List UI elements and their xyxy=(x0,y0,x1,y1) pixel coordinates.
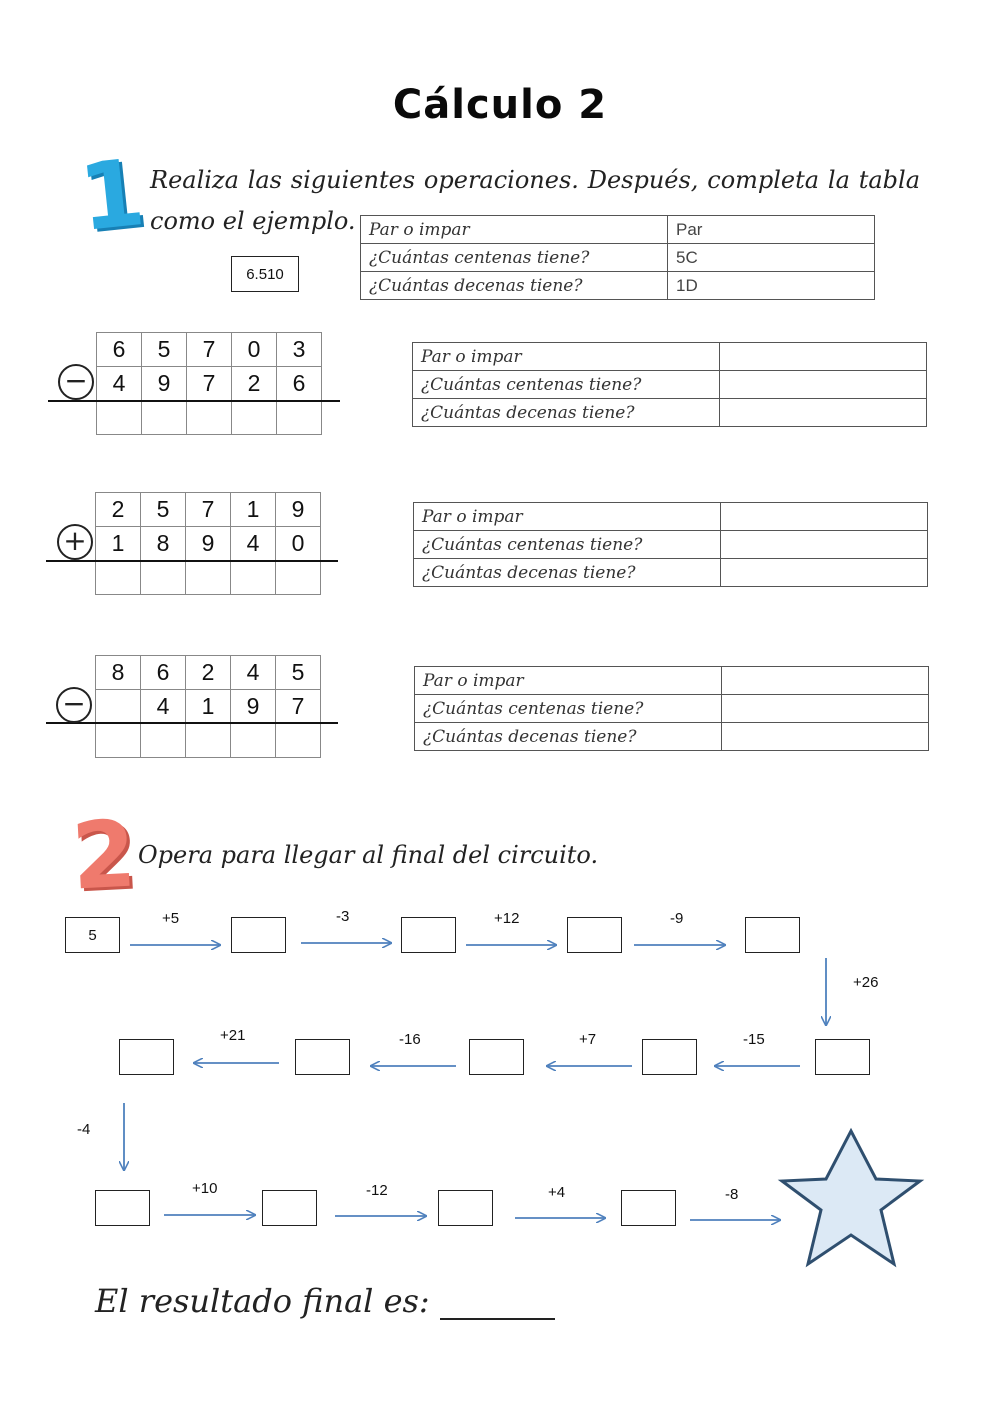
final-result-blank[interactable] xyxy=(440,1286,555,1320)
digit: 0 xyxy=(276,527,321,561)
op-label: +26 xyxy=(853,974,879,991)
op-label: -15 xyxy=(743,1031,765,1048)
digit: 7 xyxy=(276,690,321,724)
q-parity: Par o impar xyxy=(415,667,722,695)
q-hundreds: ¿Cuántas centenas tiene? xyxy=(413,371,720,399)
example-a-hundreds: 5C xyxy=(668,244,875,272)
star-icon xyxy=(782,1131,920,1264)
digit: 5 xyxy=(141,493,186,527)
answer-box[interactable] xyxy=(95,1190,150,1226)
op-label: -4 xyxy=(77,1121,91,1138)
digit: 0 xyxy=(232,333,277,367)
final-result-label: El resultado final es: xyxy=(95,1282,430,1320)
answer-box[interactable] xyxy=(745,917,800,953)
q-hundreds: ¿Cuántas centenas tiene? xyxy=(415,695,722,723)
digit: 9 xyxy=(142,367,187,401)
digit: 1 xyxy=(96,527,141,561)
answer-box[interactable] xyxy=(438,1190,493,1226)
digit: 9 xyxy=(231,690,276,724)
answer-box[interactable] xyxy=(469,1039,524,1075)
answer-box[interactable] xyxy=(231,917,286,953)
answer-box[interactable] xyxy=(295,1039,350,1075)
op-label: +7 xyxy=(579,1031,597,1048)
digit: 7 xyxy=(187,333,232,367)
op-label: -12 xyxy=(366,1182,388,1199)
plus-sign-icon: + xyxy=(57,524,93,560)
digit: 4 xyxy=(97,367,142,401)
exercise-2-badge: 2 xyxy=(69,800,139,911)
digit: 3 xyxy=(277,333,322,367)
digit: 7 xyxy=(187,367,232,401)
digit: 4 xyxy=(231,656,276,690)
digit: 5 xyxy=(276,656,321,690)
exercise-2-instruction: Opera para llegar al final del circuito. xyxy=(138,841,599,869)
minus-sign-icon: − xyxy=(58,364,94,400)
op-label: +5 xyxy=(162,910,180,927)
digit: 2 xyxy=(96,493,141,527)
op-label: +12 xyxy=(494,910,520,927)
example-q-tens: ¿Cuántas decenas tiene? xyxy=(361,272,668,300)
op-label: +4 xyxy=(548,1184,566,1201)
answer-box[interactable] xyxy=(119,1039,174,1075)
op-label: +21 xyxy=(220,1027,246,1044)
op-label: -8 xyxy=(725,1186,739,1203)
digit: 1 xyxy=(186,690,231,724)
example-number: 6.510 xyxy=(231,256,299,292)
digit: 9 xyxy=(186,527,231,561)
q-tens: ¿Cuántas decenas tiene? xyxy=(415,723,722,751)
op-label: -9 xyxy=(670,910,684,927)
q-tens: ¿Cuántas decenas tiene? xyxy=(413,399,720,427)
digit: 6 xyxy=(97,333,142,367)
q-hundreds: ¿Cuántas centenas tiene? xyxy=(414,531,721,559)
answer-box[interactable] xyxy=(401,917,456,953)
digit: 2 xyxy=(232,367,277,401)
digit: 8 xyxy=(96,656,141,690)
digit: 9 xyxy=(276,493,321,527)
example-q-hundreds: ¿Cuántas centenas tiene? xyxy=(361,244,668,272)
example-a-parity: Par xyxy=(668,216,875,244)
q-parity: Par o impar xyxy=(414,503,721,531)
digit: 7 xyxy=(186,493,231,527)
q-tens: ¿Cuántas decenas tiene? xyxy=(414,559,721,587)
final-result xyxy=(95,1282,555,1320)
op-label: -16 xyxy=(399,1031,421,1048)
digit: 8 xyxy=(141,527,186,561)
example-a-tens: 1D xyxy=(668,272,875,300)
digit: 4 xyxy=(141,690,186,724)
answer-box[interactable] xyxy=(815,1039,870,1075)
digit: 6 xyxy=(277,367,322,401)
q-parity: Par o impar xyxy=(413,343,720,371)
op-label: -3 xyxy=(336,908,350,925)
exercise-1-instruction: Realiza las siguientes operaciones. Después, completa la tabla como el ejemplo. xyxy=(150,166,920,235)
answer-box[interactable] xyxy=(621,1190,676,1226)
answer-box[interactable] xyxy=(642,1039,697,1075)
answer-box[interactable] xyxy=(262,1190,317,1226)
digit: 6 xyxy=(141,656,186,690)
start-box: 5 xyxy=(65,917,120,953)
digit: 1 xyxy=(231,493,276,527)
answer-box[interactable] xyxy=(567,917,622,953)
exercise-1-badge: 1 xyxy=(74,138,150,253)
digit: 4 xyxy=(231,527,276,561)
page-title: Cálculo 2 xyxy=(392,82,608,128)
minus-sign-icon: − xyxy=(56,687,92,723)
digit: 2 xyxy=(186,656,231,690)
op-label: +10 xyxy=(192,1180,218,1197)
example-q-parity: Par o impar xyxy=(361,216,668,244)
digit: 5 xyxy=(142,333,187,367)
